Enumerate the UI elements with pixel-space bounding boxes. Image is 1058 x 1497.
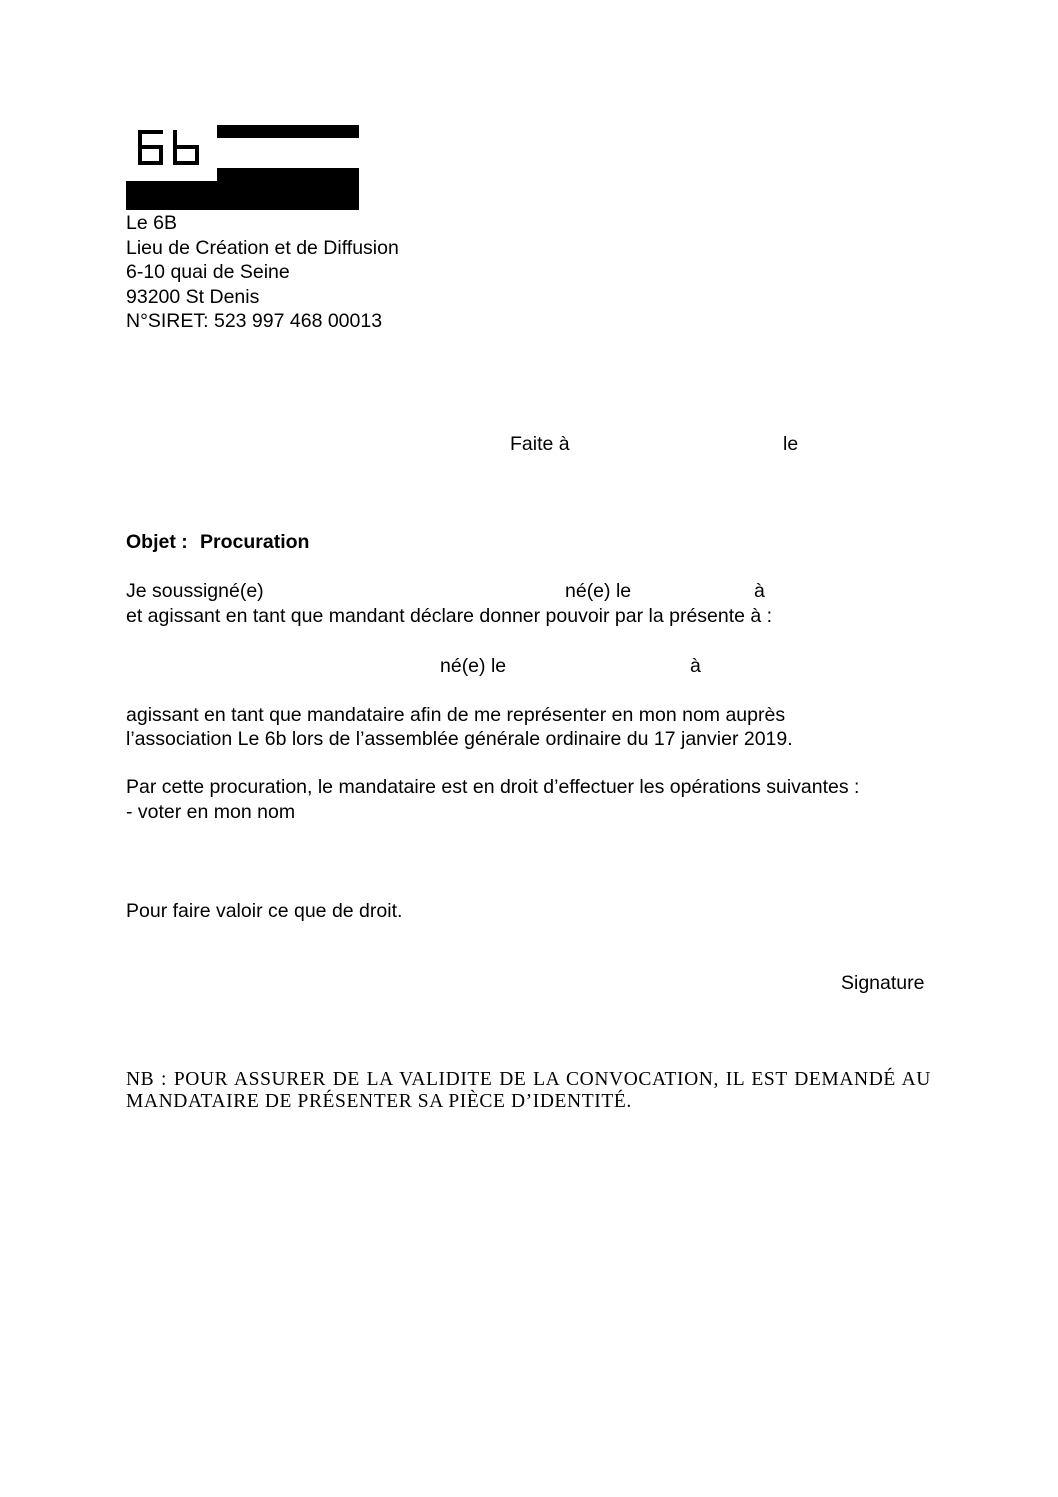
soussigne-label: Je soussigné(e): [126, 580, 264, 602]
mandant-declaration: et agissant en tant que mandant déclare donner pouvoir par la présente à :: [126, 605, 773, 627]
nb-note: NB : POUR ASSURER DE LA VALIDITE DE LA CONVOCATION, IL EST DEMANDÉ AU MANDATAIRE DE PRÉSENTER SA PIÈCE D’IDENTITÉ.: [126, 1069, 931, 1112]
closing-line: Pour faire valoir ce que de droit.: [126, 900, 403, 922]
signature-label: Signature: [841, 972, 925, 994]
paragraph-2-line-1: Par cette procuration, le mandataire est en droit d’effectuer les opérations suivantes :: [126, 776, 860, 798]
address-line-city: 93200 St Denis: [126, 285, 260, 308]
faite-a-label: Faite à: [510, 433, 570, 455]
address-line-siret: N°SIRET: 523 997 468 00013: [126, 310, 383, 332]
mandant-a-label: à: [754, 580, 765, 602]
le-label: le: [783, 433, 799, 455]
mandant-nee-le-label: né(e) le: [565, 580, 632, 602]
objet-value: Procuration: [200, 531, 310, 553]
logo-graphic: [126, 125, 359, 210]
paragraph-1-line-2: l’association Le 6b lors de l’assemblée générale ordinaire du 17 janvier 2019.: [126, 728, 793, 750]
logo-6b: [126, 125, 359, 210]
address-line-subtitle: Lieu de Création et de Diffusion: [126, 236, 399, 259]
mandataire-nee-le-label: né(e) le: [440, 655, 507, 677]
address-block: [126, 211, 399, 334]
paragraph-1-line-1: agissant en tant que mandataire afin de me représenter en mon nom auprès: [126, 704, 786, 726]
paragraph-2-line-2: - voter en mon nom: [126, 801, 296, 823]
address-line-name: Le 6B: [126, 212, 177, 234]
objet-label: Objet :: [126, 531, 188, 553]
address-line-street: 6-10 quai de Seine: [126, 261, 290, 283]
mandataire-a-label: à: [690, 655, 701, 677]
